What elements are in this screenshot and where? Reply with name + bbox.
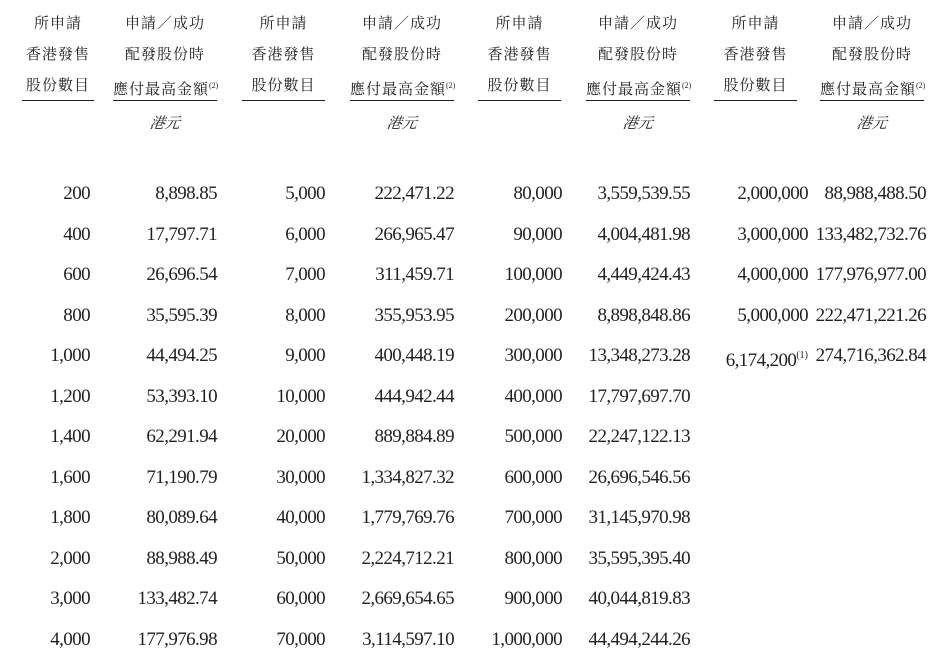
currency-unit-label: 港元 [855, 114, 889, 132]
cell-value: 35,595,395.40 [588, 547, 690, 569]
footnote-marker: (2) [916, 81, 926, 90]
amount-cell [100, 383, 217, 424]
header-line: 股份數目 [25, 76, 90, 94]
header-line: 股份數目 [723, 76, 788, 94]
shares-cell [10, 180, 90, 221]
cell-value: 9,000 [285, 345, 325, 366]
amount-cell [330, 545, 454, 586]
amount-cell [565, 383, 690, 424]
cell-value: 311,459.71 [375, 264, 454, 285]
cell-value: 26,696,546.56 [588, 466, 690, 488]
shares-cell [465, 504, 562, 545]
cell-value: 17,797.71 [146, 223, 217, 245]
cell-value: 600,000 [504, 466, 562, 488]
shares-cell [465, 342, 562, 383]
cell-value: 355,953.95 [374, 304, 454, 326]
amount-cell [330, 504, 454, 545]
shares-cell [465, 545, 562, 586]
shares-cell [10, 423, 90, 464]
cell-value: 7,000 [285, 264, 325, 285]
cell-value: 20,000 [276, 426, 325, 447]
cell-value: 133,482,732.76 [815, 223, 926, 245]
cell-value: 53,393.10 [146, 385, 217, 407]
shares-cell [230, 504, 325, 545]
header-line: 所申請 [731, 14, 780, 32]
cell-value: 200 [63, 183, 90, 204]
amount-cell [100, 302, 217, 343]
header-text: 應付最高金額 [350, 80, 447, 98]
cell-value: 400,000 [504, 385, 562, 407]
cell-value: 8,000 [285, 304, 325, 326]
cell-value: 800,000 [504, 547, 562, 569]
shares-cell [700, 180, 808, 221]
cell-value: 10,000 [276, 385, 325, 407]
cell-value: 1,400 [50, 426, 90, 447]
cell-value: 400,448.19 [374, 345, 454, 366]
shares-cell [10, 221, 90, 262]
header-line: 香港發售 [723, 45, 788, 63]
cell-value: 26,696.54 [146, 264, 217, 285]
shares-cell [465, 585, 562, 626]
currency-unit-label: 港元 [385, 114, 419, 132]
cell-value: 44,494,244.26 [588, 628, 690, 650]
cell-value: 88,988.49 [146, 547, 217, 569]
cell-value: 2,669,654.65 [361, 588, 454, 609]
shares-cell [465, 221, 562, 262]
header-text: 應付最高金額 [113, 80, 210, 98]
amount-cell [100, 504, 217, 545]
header-max-amount-3 [586, 8, 690, 105]
shares-cell [700, 302, 808, 343]
amount-cell [565, 302, 690, 343]
amount-cell [330, 261, 454, 302]
header-max-amount-2 [350, 8, 454, 105]
cell-value: 60,000 [276, 588, 325, 609]
cell-value: 4,004,481.98 [597, 223, 690, 245]
header-line: 配發股份時 [831, 45, 912, 63]
amount-cell [565, 342, 690, 383]
amount-cell [565, 504, 690, 545]
cell-value: 71,190.79 [146, 466, 217, 488]
header-underline [478, 100, 561, 101]
shares-cell [10, 302, 90, 343]
header-line: 所申請 [33, 14, 82, 32]
cell-value: 266,965.47 [374, 223, 454, 245]
cell-value: 1,000 [50, 345, 90, 366]
cell-value: 222,471.22 [374, 183, 454, 204]
header-underline [714, 100, 797, 101]
shares-cell [230, 626, 325, 666]
cell-value: 500,000 [504, 426, 562, 447]
cell-value: 4,449,424.43 [597, 264, 690, 285]
footnote-marker: (2) [682, 81, 692, 90]
amount-cell [100, 423, 217, 464]
header-line: 申請／成功 [597, 14, 678, 32]
shares-cell [465, 423, 562, 464]
header-line: 配發股份時 [124, 45, 205, 63]
amount-cell [100, 626, 217, 666]
header-underline [820, 100, 924, 101]
shares-cell [10, 626, 90, 666]
shares-column-2 [230, 180, 325, 666]
shares-cell [230, 383, 325, 424]
cell-value: 1,200 [50, 385, 90, 407]
header-line: 配發股份時 [597, 45, 678, 63]
amount-cell [565, 423, 690, 464]
currency-unit-label: 港元 [148, 114, 182, 132]
amount-cell [100, 585, 217, 626]
cell-value: 4,000 [50, 628, 90, 650]
amount-cell [330, 423, 454, 464]
shares-cell [230, 221, 325, 262]
cell-value: 889,884.89 [374, 426, 454, 447]
shares-cell [230, 545, 325, 586]
cell-value: 3,114,597.10 [362, 628, 454, 650]
amount-cell [330, 464, 454, 505]
shares-cell [10, 342, 90, 383]
cell-value: 3,559,539.55 [597, 183, 690, 204]
amount-cell [330, 342, 454, 383]
shares-cell [230, 464, 325, 505]
cell-value: 40,000 [276, 507, 325, 528]
cell-value: 133,482.74 [137, 588, 217, 609]
cell-value: 700,000 [504, 507, 562, 528]
amount-cell [330, 585, 454, 626]
header-underline [113, 100, 217, 101]
amount-cell [565, 585, 690, 626]
shares-cell [10, 585, 90, 626]
header-line: 申請／成功 [831, 14, 912, 32]
shares-cell [465, 180, 562, 221]
amount-cell [100, 464, 217, 505]
cell-value: 900,000 [504, 588, 562, 609]
amount-cell [565, 221, 690, 262]
cell-value: 1,600 [50, 466, 90, 488]
cell-value: 8,898,848.86 [597, 304, 690, 326]
cell-value: 17,797,697.70 [588, 385, 690, 407]
amount-cell [330, 626, 454, 666]
amount-cell [100, 261, 217, 302]
shares-cell [230, 585, 325, 626]
cell-value: 444,942.44 [374, 385, 454, 407]
amount-cell [565, 464, 690, 505]
cell-value: 1,779,769.76 [361, 507, 454, 528]
cell-value: 3,000,000 [737, 223, 808, 245]
cell-value: 30,000 [276, 466, 325, 488]
header-underline [586, 100, 690, 101]
cell-value: 400 [63, 223, 90, 245]
header-max-amount-1 [113, 8, 217, 105]
cell-value: 1,334,827.32 [361, 466, 454, 488]
cell-value: 62,291.94 [146, 426, 217, 447]
cell-value: 50,000 [276, 547, 325, 569]
header-underline [22, 100, 94, 101]
cell-value: 40,044,819.83 [588, 588, 690, 609]
shares-cell [465, 626, 562, 666]
header-line: 配發股份時 [361, 45, 442, 63]
amount-column-1 [100, 180, 217, 666]
cell-value: 13,348,273.28 [588, 345, 690, 366]
header-line: 申請／成功 [124, 14, 205, 32]
footnote-marker: (2) [209, 81, 219, 90]
shares-cell [10, 504, 90, 545]
shares-column-4 [700, 180, 808, 383]
shares-cell [230, 261, 325, 302]
shares-cell [230, 423, 325, 464]
cell-value: 88,988,488.50 [824, 183, 926, 204]
cell-value: 274,716,362.84 [815, 345, 926, 366]
header-line: 股份數目 [487, 76, 552, 94]
header-shares-applied-1 [22, 8, 94, 101]
amount-cell [565, 545, 690, 586]
cell-value: 6,174,200 [725, 350, 797, 371]
footnote-marker: (2) [446, 81, 456, 90]
cell-value: 300,000 [504, 345, 562, 366]
shares-cell [230, 342, 325, 383]
header-underline [350, 100, 454, 101]
amount-cell [100, 545, 217, 586]
shares-cell [465, 383, 562, 424]
header-shares-applied-4 [714, 8, 797, 101]
cell-value: 2,000,000 [737, 183, 808, 204]
amount-cell [810, 221, 926, 262]
cell-value: 35,595.39 [146, 304, 217, 326]
cell-value: 177,976.98 [137, 628, 217, 650]
cell-value: 90,000 [513, 223, 562, 245]
header-shares-applied-3 [478, 8, 561, 101]
header-text: 應付最高金額 [820, 80, 917, 98]
cell-value: 800 [63, 304, 90, 326]
shares-cell [10, 383, 90, 424]
header-shares-applied-2 [242, 8, 325, 101]
cell-value: 1,800 [50, 507, 90, 528]
cell-value: 222,471,221.26 [815, 304, 926, 326]
footnote-marker: (1) [796, 350, 808, 361]
shares-cell [230, 180, 325, 221]
cell-value: 2,224,712.21 [361, 547, 454, 569]
header-line: 申請／成功 [361, 14, 442, 32]
header-line: 香港發售 [25, 45, 90, 63]
amount-cell [100, 342, 217, 383]
cell-value: 200,000 [504, 304, 562, 326]
cell-value: 177,976,977.00 [815, 264, 926, 285]
amount-cell [565, 180, 690, 221]
amount-column-4 [810, 180, 926, 383]
cell-value: 6,000 [285, 223, 325, 245]
amount-cell [330, 221, 454, 262]
amount-cell [330, 302, 454, 343]
shares-cell [230, 302, 325, 343]
cell-value: 5,000 [285, 183, 325, 204]
header-line: 股份數目 [251, 76, 316, 94]
cell-value: 3,000 [50, 588, 90, 609]
amount-cell [810, 180, 926, 221]
header-max-amount-4 [820, 8, 924, 105]
amount-column-3 [565, 180, 690, 666]
cell-value: 22,247,122.13 [588, 426, 690, 447]
shares-cell [465, 302, 562, 343]
header-underline [242, 100, 325, 101]
shares-cell [465, 261, 562, 302]
cell-value: 600 [63, 264, 90, 285]
shares-column-3 [465, 180, 562, 666]
amount-cell [810, 342, 926, 383]
amount-cell [810, 261, 926, 302]
currency-unit-label: 港元 [621, 114, 655, 132]
shares-cell [465, 464, 562, 505]
shares-cell [700, 342, 808, 383]
shares-cell [10, 464, 90, 505]
cell-value: 1,000,000 [491, 628, 562, 650]
header-line: 香港發售 [251, 45, 316, 63]
amount-cell [100, 221, 217, 262]
cell-value: 2,000 [50, 547, 90, 569]
cell-value: 80,000 [513, 183, 562, 204]
cell-value: 44,494.25 [146, 345, 217, 366]
header-line: 所申請 [495, 14, 544, 32]
amount-cell [565, 261, 690, 302]
amount-cell [330, 383, 454, 424]
shares-cell [10, 261, 90, 302]
shares-cell [10, 545, 90, 586]
cell-value: 4,000,000 [737, 264, 808, 285]
cell-value: 5,000,000 [737, 304, 808, 326]
shares-cell [700, 221, 808, 262]
amount-cell [100, 180, 217, 221]
header-line: 香港發售 [487, 45, 552, 63]
cell-value: 80,089.64 [146, 507, 217, 528]
amount-cell [810, 302, 926, 343]
header-text: 應付最高金額 [586, 80, 683, 98]
shares-column-1 [10, 180, 90, 666]
header-line: 所申請 [259, 14, 308, 32]
amount-cell [330, 180, 454, 221]
cell-value: 31,145,970.98 [588, 507, 690, 528]
amount-cell [565, 626, 690, 666]
cell-value: 100,000 [504, 264, 562, 285]
shares-cell [700, 261, 808, 302]
cell-value: 8,898.85 [155, 183, 217, 204]
amount-column-2 [330, 180, 454, 666]
cell-value: 70,000 [276, 628, 325, 650]
